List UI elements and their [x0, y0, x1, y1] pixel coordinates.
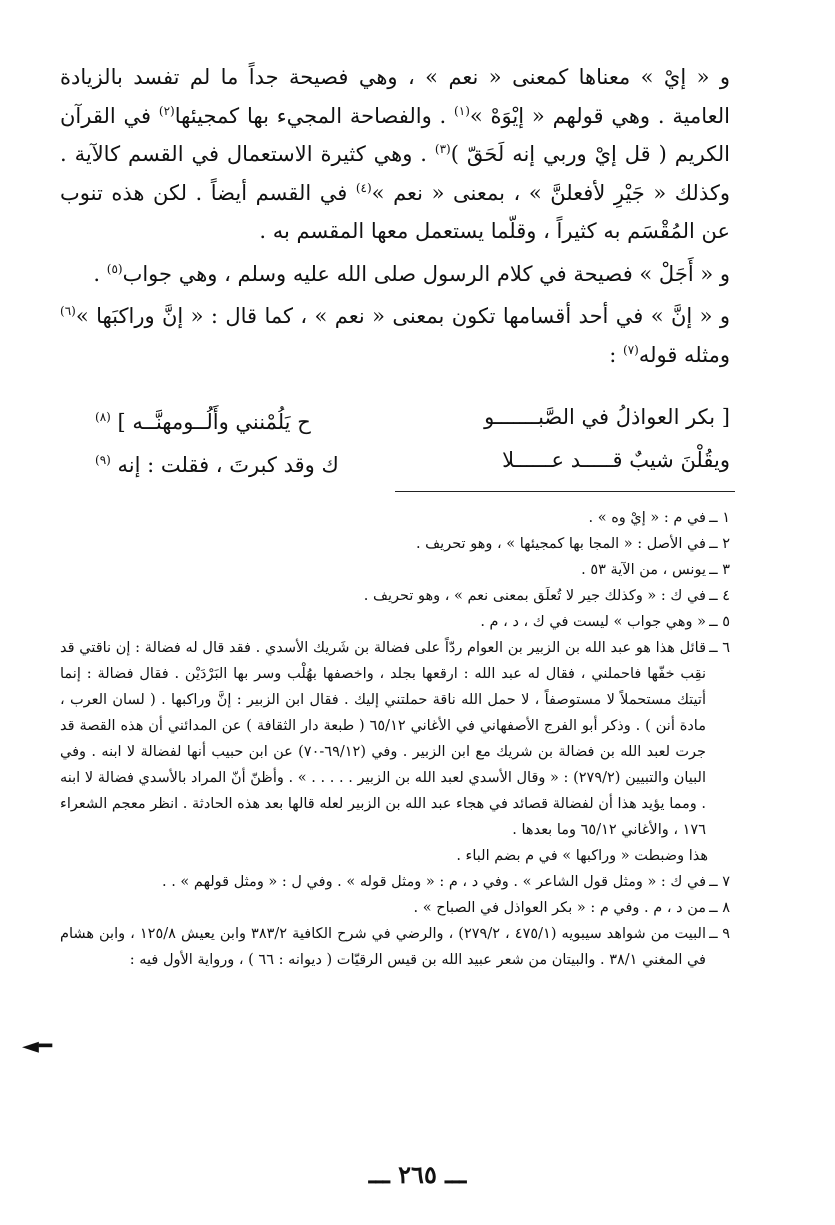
- paragraph-text: في القسم أيضاً . لكن هذه تنوب عن المُقْسَم به كثيراً ، وقلّما يستعمل معها المقسم به .: [60, 180, 730, 243]
- footnote-ref[interactable]: (٦): [60, 304, 76, 318]
- footnote-ref[interactable]: (٥): [106, 261, 123, 276]
- verse-line-2: [95, 441, 730, 484]
- footnote-item: [60, 843, 730, 869]
- footnote-number: ٣ ــ: [709, 562, 730, 578]
- verse-hemistich-second: [95, 441, 339, 484]
- footnote-number: ٨ ــ: [709, 900, 730, 916]
- footnote-text: في ك : « وكذلك جير لا تُعلَق بمعنى نعم » ، وهو تحريف .: [363, 588, 706, 604]
- footnote-text: في م : « إيْ وه » .: [588, 510, 706, 526]
- footnote-text: يونس ، من الآية ٥٣ .: [581, 562, 706, 578]
- paragraph-2: [60, 255, 730, 294]
- footnote-ref[interactable]: (٣): [434, 142, 451, 156]
- footnote-item: [60, 557, 730, 583]
- verse-hemistich-first: ويقُلْنَ شيبٌ قـــــد عــــــلا: [502, 448, 730, 472]
- footnote-text: هذا وضبطت « وراكبها » في م بضم الباء .: [456, 848, 708, 864]
- footnote-number: ٤ ــ: [709, 588, 730, 604]
- verse-hemistich-text: ح يَلُمْنني وأَلُــومهنَّــه ]: [117, 410, 311, 434]
- footnote-ref[interactable]: (٩): [95, 453, 111, 467]
- footnote-item: [60, 505, 730, 531]
- paragraph-text: :: [609, 342, 623, 367]
- footnote-text: في ك : « ومثل قول الشاعر » . وفي د ، م : « ومثل قوله » . وفي ل : « ومثل قولهم » . .: [162, 874, 706, 890]
- footnote-number: ٢ ــ: [709, 536, 730, 552]
- footnotes: [60, 505, 730, 973]
- footnote-text: « وهي جواب » ليست في ك ، د ، م .: [480, 614, 706, 630]
- paragraph-text: . وهي كثيرة الاستعمال في القسم كالآية . وكذلك « جَيْرِ لأفعلنَّ » ، بمعنى « نعم »: [60, 142, 730, 205]
- footnote-ref[interactable]: (٢): [158, 103, 175, 118]
- footnote-item: [60, 921, 730, 973]
- footnote-ref[interactable]: (٨): [95, 410, 111, 424]
- verse-hemistich-second: [95, 398, 311, 441]
- paragraph-1: [60, 58, 730, 251]
- paragraph-text: .: [93, 261, 107, 286]
- footnote-text: من د ، م . وفي م : « بكر العواذل في الصباح » .: [413, 900, 706, 916]
- footnote-item: [60, 531, 730, 557]
- verse-hemistich-first: [ بكر العواذلُ في الصَّبـــــــو: [484, 405, 730, 429]
- footnote-number: ٧ ــ: [709, 874, 730, 890]
- footnote-number: ٥ ــ: [709, 614, 730, 630]
- footnote-item: [60, 895, 730, 921]
- verse-hemistich-text: ك وقد كبرتَ ، فقلت : إنه: [117, 453, 339, 477]
- page-number: ـــ ٢٦٥ ـــ: [368, 1160, 467, 1189]
- footnote-number: ٦ ــ: [709, 640, 730, 656]
- footnote-number: ١ ــ: [709, 510, 730, 526]
- footnote-item: [60, 609, 730, 635]
- paragraph-text: ومثله قوله: [638, 342, 730, 367]
- footnote-ref[interactable]: (١): [454, 103, 470, 118]
- paragraph-text: في القرآن الكريم ( قل إيْ وربي إنه لَحَقّ ): [60, 103, 730, 166]
- paragraph-text: و « إيْ » معناها كمعنى « نعم » ، وهي فصيحة جداً ما لم تفسد بالزيادة العامية . وهي قولهم « إيْوَهْ »: [60, 65, 730, 128]
- footnote-number: ٩ ــ: [709, 926, 730, 942]
- footnote-text: قائل هذا هو عبد الله بن الزبير بن العوام ردّاً على فضالة بن شَريك الأسدي . فقد قال له فضالة : إن ناقتي قد نقِب خفّها فاحملني ، فقال له عبد الله : ارقعها بجلد ، واخصفها بهُلْب وسر بها البَرْدَيْن . فقال فضالة : إنما أتيتك مستحملاً لا مستوصفاً ، لا حمل الله ناقة حملتني إليك . فقال ابن الزبير : إنَّ وراكبها . ( لسان العرب ، مادة أنن ) . وذكر أبو الفرج الأصفهاني في الأغاني ٦٥/١٢ ( طبعة دار الثقافة ) عن المدائني أن هذه القصة قد جرت لعبد الله بن فضالة بن شريك مع ابن الزبير . وفي (٦٩/١٢-٧٠) عن ابن حبيب أنها لفضالة لا ابنه . وفي البيان والتبيين (٢٧٩/٢) : « وقال الأسدي لعبد الله بن الزبير . . . . . » . وأظنّ أنّ المراد بالأسدي فضالة لا ابنه . ومما يؤيد هذا أن لفضالة قصائد في هجاء عبد الله بن الزبير لعله قالها بعد هذه الحادثة . انظر معجم الشعراء ١٧٦ ، والأغاني ٦٥/١٢ وما بعدها .: [60, 640, 706, 838]
- footnote-separator: [395, 491, 735, 492]
- footnote-item: [60, 583, 730, 609]
- footnote-text: البيت من شواهد سيبويه (٤٧٥/١ ، ٢٧٩/٢) ، والرضي في شرح الكافية ٣٨٣/٢ وابن يعيش ١٢٥/٨ ، وابن هشام في المغني ٣٨/١ . والبيتان من شعر عبيد الله بن قيس الرقيّات ( ديوانه : ٦٦ ) ، ورواية الأول فيه :: [60, 926, 706, 968]
- verse-line-1: [95, 398, 730, 441]
- poetry-verse: [95, 398, 730, 484]
- continuation-arrow-icon: ◄━: [22, 1034, 53, 1059]
- footnote-item: [60, 869, 730, 895]
- footnote-ref[interactable]: (٤): [355, 180, 372, 195]
- footnote-text: في الأصل : « المجا بها كمجيئها » ، وهو تحريف .: [415, 536, 706, 552]
- footnote-ref[interactable]: (٧): [623, 342, 639, 357]
- main-text: [60, 58, 730, 374]
- footnote-item: [60, 635, 730, 843]
- paragraph-text: و « أَجَلْ » فصيحة في كلام الرسول صلى الله عليه وسلم ، وهي جواب: [122, 261, 730, 286]
- paragraph-3: [60, 297, 730, 374]
- paragraph-text: و « إنَّ » في أحد أقسامها تكون بمعنى « نعم » ، كما قال : « إنَّ وراكبَها »: [75, 304, 730, 328]
- paragraph-text: . والفصاحة المجيء بها كمجيئها: [174, 103, 455, 128]
